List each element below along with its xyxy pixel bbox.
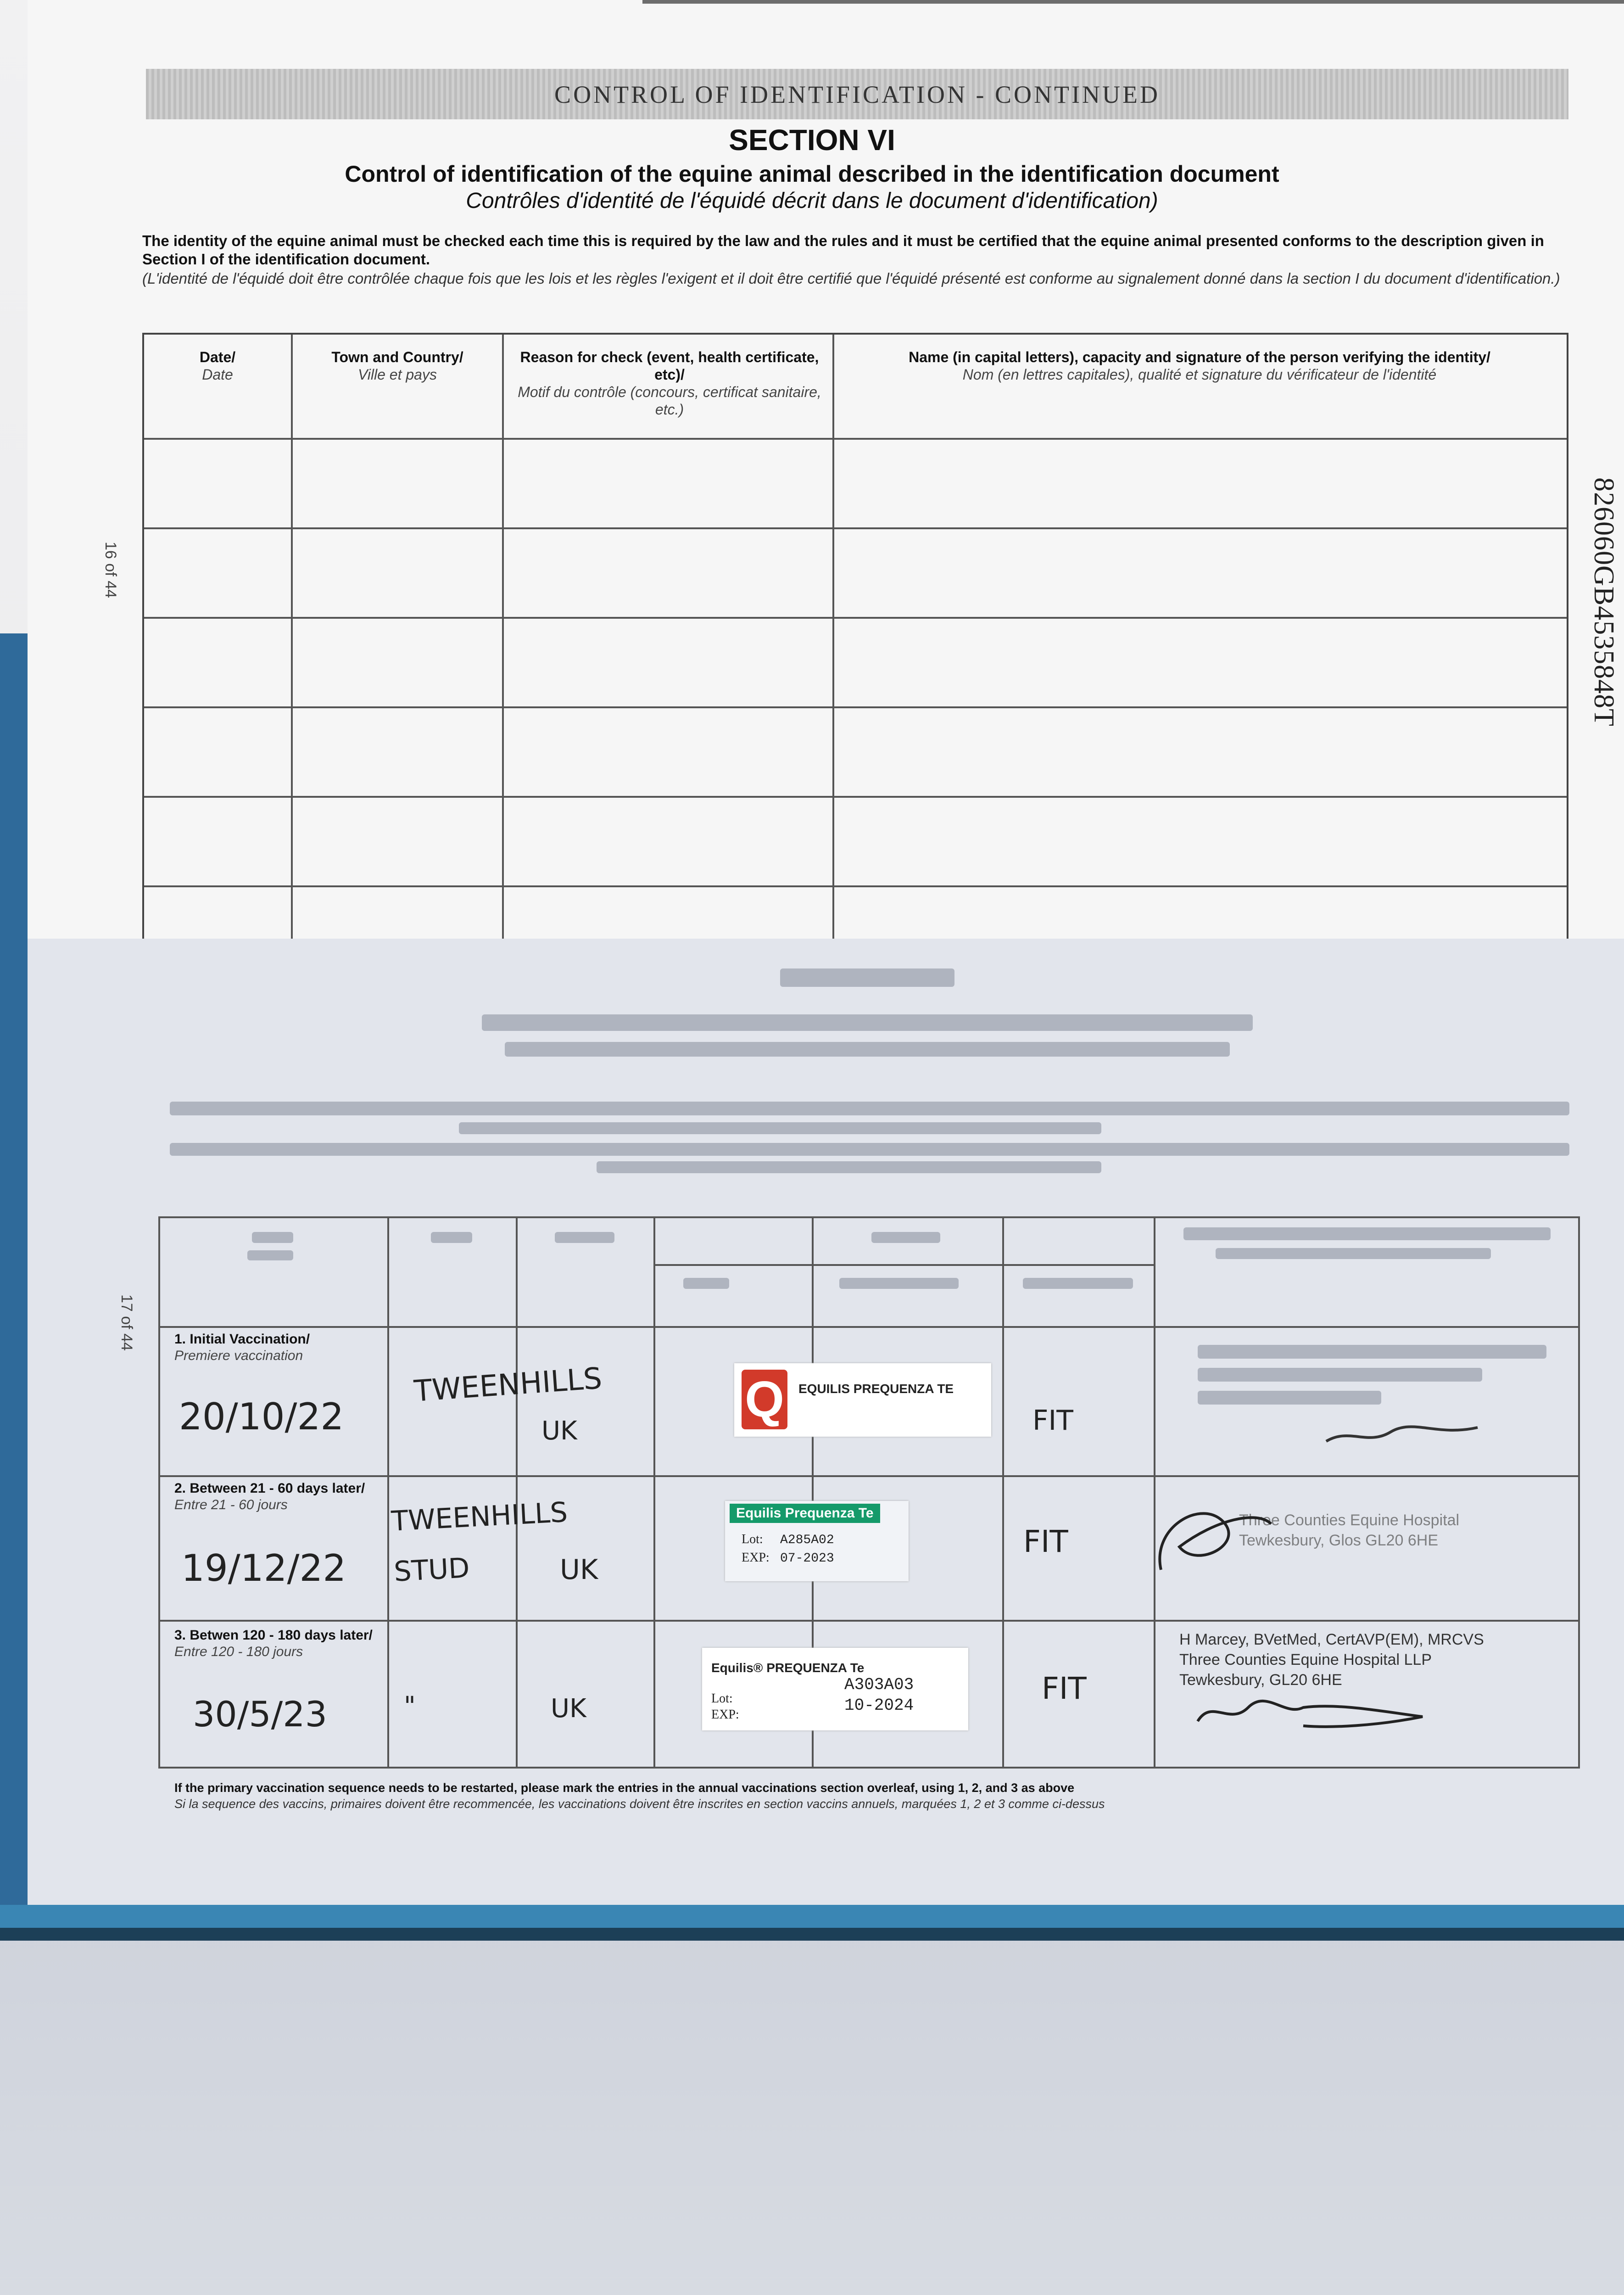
section-subtitle-fr: Contrôles d'identité de l'équidé décrit dans le document d'identification) (466, 189, 1158, 213)
blurred-header (1183, 1227, 1551, 1240)
lot-value: A303A03 (844, 1675, 914, 1694)
row-label-en: 3. Betwen 120 - 180 days later/ (174, 1628, 373, 1643)
passport-cover-shadow (0, 1928, 1624, 1941)
row-label-en: 2. Between 21 - 60 days later/ (174, 1481, 365, 1496)
instructions-fr: (L'identité de l'équidé doit être contrôlée chaque fois que les lois et les règles l'exigent et il doit être certifié que l'équidé présenté est conforme au signalement donné dans la section I du document d'identification.) (142, 270, 1560, 287)
section-subtitle-en: Control of identification of the equine animal described in the identification document (345, 161, 1279, 187)
column-header-town (293, 348, 502, 383)
blurred-vet-stamp (1198, 1345, 1546, 1359)
row-divider (144, 885, 1567, 887)
blurred-header (839, 1278, 959, 1289)
column-header-en: Date/ (199, 349, 236, 365)
blurred-header (1216, 1248, 1491, 1259)
place-handwritten: " (404, 1691, 416, 1721)
document-id: 826060GB4535848T (1588, 477, 1619, 727)
top-rule (642, 0, 1624, 4)
column-header-fr: Nom (en lettres capitales), qualité et signature du vérificateur de l'identité (962, 366, 1437, 383)
date-handwritten: 19/12/22 (181, 1547, 346, 1590)
date-handwritten: 20/10/22 (179, 1395, 344, 1438)
column-divider (1002, 1218, 1004, 1767)
blurred-section-title (780, 968, 954, 987)
blurred-header (871, 1232, 940, 1243)
signature-3 (1193, 1689, 1432, 1735)
blurred-header (1023, 1278, 1133, 1289)
blurred-paragraph (170, 1102, 1569, 1115)
place-handwritten: TWEENHILLS STUD (391, 1496, 569, 1588)
column-divider (653, 1218, 655, 1767)
exp-value: 07-2023 (780, 1551, 834, 1566)
date-handwritten: 30/5/23 (193, 1694, 327, 1735)
footer-note-fr: Si la sequence des vaccins, primaires doivent être recommencée, les vaccinations doivent être inscrites en section vaccins annuels, marquées 1, 2 et 3 comme ci-dessus (174, 1797, 1105, 1811)
column-header-fr: Date (202, 366, 233, 383)
column-divider (291, 335, 293, 940)
row-label-third-vaccination (174, 1627, 373, 1660)
lot-value: A285A02 (780, 1533, 834, 1547)
blurred-header (555, 1232, 614, 1243)
blurred-header (683, 1278, 729, 1289)
blurred-paragraph (597, 1161, 1101, 1173)
vet-initials: FIT (1042, 1671, 1087, 1706)
exp-label: EXP: (711, 1707, 739, 1722)
blurred-subtitle (505, 1042, 1230, 1057)
row-divider (144, 438, 1567, 440)
lot-label: Lot: (742, 1532, 763, 1546)
header-bar-text: CONTROL OF IDENTIFICATION - CONTINUED (554, 81, 1160, 108)
blurred-header (247, 1250, 293, 1260)
column-header-en: Reason for check (event, health certificate, etc)/ (520, 349, 819, 383)
vet-initials: FIT (1032, 1405, 1073, 1437)
row-label-fr: Entre 120 - 180 jours (174, 1644, 303, 1659)
vet-stamp: Three Counties Equine Hospital Tewkesbury, Glos GL20 6HE (1239, 1511, 1460, 1549)
identity-check-table (142, 333, 1568, 940)
lot-label: Lot: (711, 1691, 733, 1706)
page-number: 16 of 44 (102, 542, 119, 598)
country-handwritten: UK (560, 1554, 598, 1586)
column-divider (502, 335, 504, 940)
row-divider (144, 617, 1567, 619)
column-header-fr: Ville et pays (358, 366, 437, 383)
row-label-fr: Premiere vaccination (174, 1348, 303, 1363)
blurred-vet-stamp (1198, 1391, 1381, 1405)
column-header-en: Name (in capital letters), capacity and signature of the person verifying the identity/ (909, 349, 1490, 365)
signature-2 (1143, 1492, 1280, 1584)
column-header-reason (511, 348, 828, 418)
vaccine-sticker (702, 1648, 968, 1730)
place-handwritten: TWEENHILLS (413, 1361, 603, 1409)
row-label-initial-vaccination (174, 1331, 310, 1364)
section-title: SECTION VI (729, 123, 895, 157)
column-divider (832, 335, 834, 940)
sticker-brand: Equilis® PREQUENZA Te (711, 1661, 865, 1675)
subheader-divider (653, 1264, 1154, 1266)
row-divider (160, 1475, 1578, 1477)
row-label-en: 1. Initial Vaccination/ (174, 1332, 310, 1347)
vaccine-sticker (734, 1363, 991, 1437)
column-header-fr: Motif du contrôle (concours, certificat sanitaire, etc.) (518, 384, 821, 418)
blurred-header (252, 1232, 293, 1243)
row-divider (144, 527, 1567, 529)
sticker-brand: Equilis Prequenza Te (730, 1504, 880, 1523)
passport-cover-edge (0, 633, 28, 1919)
q-logo-icon: Q (742, 1370, 787, 1429)
vet-stamp: H Marcey, BVetMed, CertAVP(EM), MRCVS Three Counties Equine Hospital LLP Tewkesbury, GL20 6HE (1179, 1631, 1484, 1689)
signature-1 (1322, 1414, 1487, 1455)
vaccine-sticker (725, 1501, 909, 1581)
column-header-en: Town and Country/ (331, 349, 463, 365)
column-header-verifier (837, 348, 1562, 383)
page-number: 17 of 44 (118, 1294, 135, 1351)
exp-label: EXP: (742, 1551, 770, 1565)
column-header-date (144, 348, 291, 383)
blurred-paragraph (170, 1143, 1569, 1156)
country-handwritten: UK (551, 1694, 586, 1724)
row-label-fr: Entre 21 - 60 jours (174, 1497, 288, 1512)
country-handwritten: UK (541, 1416, 577, 1446)
row-divider (160, 1326, 1578, 1328)
vet-initials: FIT (1023, 1524, 1068, 1559)
column-divider (387, 1218, 389, 1767)
blurred-paragraph (459, 1122, 1101, 1134)
instructions-en: The identity of the equine animal must be checked each time this is required by the law and the rules and it must be certified that the equine animal presented conforms to the description given in Section I of the identification document. (142, 232, 1544, 268)
blurred-subtitle (482, 1014, 1253, 1031)
row-label-second-vaccination (174, 1480, 365, 1513)
sticker-text: EQUILIS PREQUENZA TE (798, 1382, 954, 1396)
exp-value: 10-2024 (844, 1696, 914, 1715)
row-divider (144, 706, 1567, 708)
blurred-vet-stamp (1198, 1368, 1482, 1382)
blurred-header (431, 1232, 472, 1243)
footer-note-en: If the primary vaccination sequence needs to be restarted, please mark the entries in the annual vaccinations section overleaf, using 1, 2, and 3 as above (174, 1781, 1075, 1795)
row-divider (144, 796, 1567, 798)
row-divider (160, 1620, 1578, 1622)
